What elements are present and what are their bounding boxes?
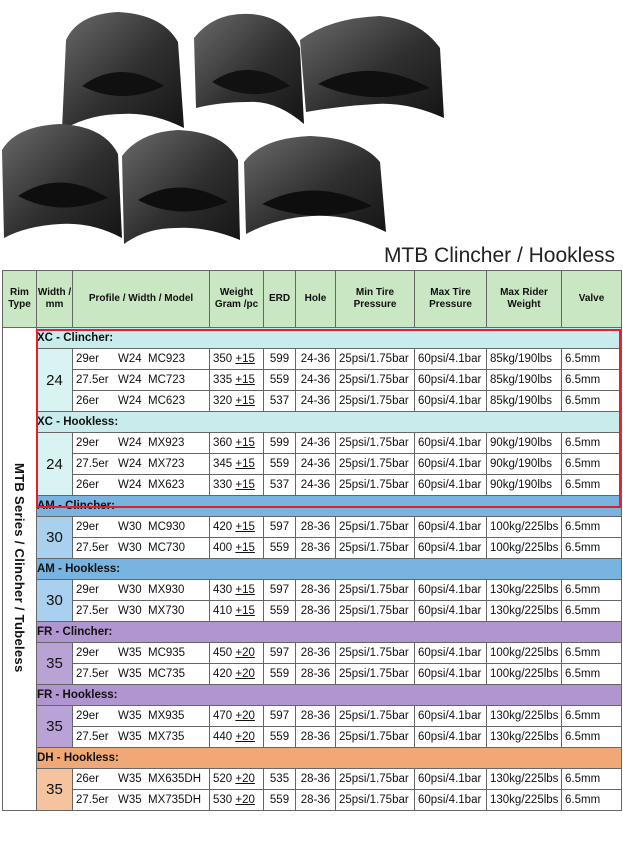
profile-model: MX735: [148, 731, 185, 743]
header-rim-type: Rim Type: [3, 271, 37, 328]
profile-model: MC930: [148, 521, 186, 533]
weight-cell: [210, 370, 264, 391]
profile-w: W35: [118, 794, 142, 806]
weight-value: 320: [213, 395, 233, 407]
profile-w: W24: [118, 479, 142, 491]
valve-cell: 6.5mm: [562, 706, 622, 727]
weight-value: 470: [213, 710, 233, 722]
min-pressure-cell: 25psi/1.75bar: [336, 517, 415, 538]
profile-cell: [73, 727, 210, 748]
profile-size: 27.5er: [76, 605, 109, 617]
table-header: [3, 271, 622, 328]
header-valve: Valve: [562, 271, 622, 328]
weight-cell: [210, 601, 264, 622]
weight-cell: [210, 769, 264, 790]
max-pressure-cell: 60psi/4.1bar: [415, 538, 487, 559]
width-cell: 24: [37, 433, 73, 496]
page-title: MTB Clincher / Hookless: [383, 244, 615, 267]
table-row: [3, 643, 622, 664]
weight-value: 335: [213, 374, 233, 386]
rim-section-4: [2, 124, 122, 238]
min-pressure-cell: 25psi/1.75bar: [336, 370, 415, 391]
profile-w: W35: [118, 773, 142, 785]
erd-cell: 559: [264, 601, 296, 622]
weight-tolerance: +15: [235, 605, 255, 617]
weight-tolerance: +15: [235, 584, 255, 596]
max-pressure-cell: 60psi/4.1bar: [415, 370, 487, 391]
table-body: [3, 328, 622, 811]
width-cell: 35: [37, 769, 73, 811]
weight-cell: [210, 538, 264, 559]
table-row: [3, 517, 622, 538]
profile-model: MX730: [148, 605, 185, 617]
section-header-am: [3, 496, 622, 517]
erd-cell: 559: [264, 664, 296, 685]
max-rider-cell: 130kg/225lbs: [487, 706, 562, 727]
section-header-xc: [3, 328, 622, 349]
min-pressure-cell: 25psi/1.75bar: [336, 580, 415, 601]
max-pressure-cell: 60psi/4.1bar: [415, 475, 487, 496]
profile-size: 29er: [76, 647, 100, 659]
section-header-fr: [3, 622, 622, 643]
profile-w: W35: [118, 710, 142, 722]
profile-model: MC730: [148, 542, 186, 554]
weight-cell: [210, 790, 264, 811]
valve-cell: 6.5mm: [562, 643, 622, 664]
weight-value: 440: [213, 731, 233, 743]
weight-cell: [210, 454, 264, 475]
section-label: AM - Clincher:: [37, 496, 622, 517]
profile-model: MC935: [148, 647, 186, 659]
valve-cell: 6.5mm: [562, 580, 622, 601]
header-min-tire-pressure: Min Tire Pressure: [336, 271, 415, 328]
hole-cell: 28-36: [296, 580, 336, 601]
section-label: XC - Hookless:: [37, 412, 622, 433]
profile-cell: [73, 706, 210, 727]
weight-value: 400: [213, 542, 233, 554]
max-rider-cell: 100kg/225lbs: [487, 517, 562, 538]
profile-model: MX923: [148, 437, 185, 449]
width-cell: 35: [37, 643, 73, 685]
section-label: FR - Clincher:: [37, 622, 622, 643]
max-rider-cell: 130kg/225lbs: [487, 769, 562, 790]
min-pressure-cell: 25psi/1.75bar: [336, 727, 415, 748]
profile-cell: [73, 475, 210, 496]
min-pressure-cell: 25psi/1.75bar: [336, 475, 415, 496]
erd-cell: 597: [264, 517, 296, 538]
weight-tolerance: +20: [235, 647, 255, 659]
valve-cell: 6.5mm: [562, 475, 622, 496]
valve-cell: 6.5mm: [562, 349, 622, 370]
weight-cell: [210, 391, 264, 412]
table-row: [3, 454, 622, 475]
section-header-xc: [3, 412, 622, 433]
profile-size: 27.5er: [76, 374, 109, 386]
table-row: [3, 769, 622, 790]
min-pressure-cell: 25psi/1.75bar: [336, 601, 415, 622]
table-row: [3, 538, 622, 559]
hole-cell: 28-36: [296, 601, 336, 622]
max-rider-cell: 100kg/225lbs: [487, 664, 562, 685]
profile-w: W30: [118, 521, 142, 533]
section-header-fr: [3, 685, 622, 706]
profile-cell: [73, 370, 210, 391]
profile-size: 29er: [76, 437, 100, 449]
width-cell: 30: [37, 580, 73, 622]
hole-cell: 28-36: [296, 664, 336, 685]
erd-cell: 535: [264, 769, 296, 790]
profile-size: 29er: [76, 521, 100, 533]
weight-cell: [210, 643, 264, 664]
min-pressure-cell: 25psi/1.75bar: [336, 706, 415, 727]
profile-w: W35: [118, 647, 142, 659]
table-row: [3, 349, 622, 370]
profile-cell: [73, 391, 210, 412]
rim-section-3: [300, 16, 444, 118]
weight-cell: [210, 475, 264, 496]
hole-cell: 28-36: [296, 769, 336, 790]
weight-cell: [210, 727, 264, 748]
section-label: DH - Hookless:: [37, 748, 622, 769]
weight-value: 430: [213, 584, 233, 596]
valve-cell: 6.5mm: [562, 433, 622, 454]
max-rider-cell: 85kg/190lbs: [487, 349, 562, 370]
profile-model: MX935: [148, 710, 185, 722]
weight-cell: [210, 706, 264, 727]
hole-cell: 24-36: [296, 475, 336, 496]
weight-cell: [210, 580, 264, 601]
profile-size: 29er: [76, 710, 100, 722]
section-label: AM - Hookless:: [37, 559, 622, 580]
hole-cell: 28-36: [296, 517, 336, 538]
max-pressure-cell: 60psi/4.1bar: [415, 643, 487, 664]
min-pressure-cell: 25psi/1.75bar: [336, 349, 415, 370]
min-pressure-cell: 25psi/1.75bar: [336, 391, 415, 412]
profile-model: MC623: [148, 395, 186, 407]
width-cell: 30: [37, 517, 73, 559]
hole-cell: 28-36: [296, 538, 336, 559]
hole-cell: 28-36: [296, 643, 336, 664]
min-pressure-cell: 25psi/1.75bar: [336, 454, 415, 475]
valve-cell: 6.5mm: [562, 391, 622, 412]
rim-section-1: [62, 12, 184, 130]
profile-w: W24: [118, 353, 142, 365]
profile-w: W30: [118, 542, 142, 554]
erd-cell: 597: [264, 580, 296, 601]
profile-cell: [73, 790, 210, 811]
weight-value: 420: [213, 521, 233, 533]
profile-size: 27.5er: [76, 668, 109, 680]
series-side-label: [3, 328, 37, 811]
max-pressure-cell: 60psi/4.1bar: [415, 454, 487, 475]
max-rider-cell: 100kg/225lbs: [487, 643, 562, 664]
table-row: [3, 475, 622, 496]
profile-model: MX723: [148, 458, 185, 470]
profile-w: W35: [118, 668, 142, 680]
spec-table: [2, 270, 622, 811]
max-rider-cell: 130kg/225lbs: [487, 601, 562, 622]
hole-cell: 24-36: [296, 391, 336, 412]
erd-cell: 599: [264, 433, 296, 454]
weight-tolerance: +15: [235, 479, 255, 491]
erd-cell: 537: [264, 475, 296, 496]
max-pressure-cell: 60psi/4.1bar: [415, 580, 487, 601]
max-rider-cell: 90kg/190lbs: [487, 475, 562, 496]
header-profile: Profile / Width / Model: [73, 271, 210, 328]
erd-cell: 559: [264, 790, 296, 811]
weight-tolerance: +15: [235, 437, 255, 449]
min-pressure-cell: 25psi/1.75bar: [336, 664, 415, 685]
section-label: FR - Hookless:: [37, 685, 622, 706]
max-pressure-cell: 60psi/4.1bar: [415, 706, 487, 727]
profile-model: MC735: [148, 668, 186, 680]
erd-cell: 559: [264, 727, 296, 748]
weight-value: 330: [213, 479, 233, 491]
header-hole: Hole: [296, 271, 336, 328]
rim-section-5: [122, 130, 240, 244]
valve-cell: 6.5mm: [562, 454, 622, 475]
weight-tolerance: +15: [235, 353, 255, 365]
table-row: [3, 370, 622, 391]
profile-model: MX735DH: [148, 794, 202, 806]
table-row: [3, 664, 622, 685]
valve-cell: 6.5mm: [562, 790, 622, 811]
max-rider-cell: 85kg/190lbs: [487, 370, 562, 391]
hole-cell: 24-36: [296, 433, 336, 454]
valve-cell: 6.5mm: [562, 727, 622, 748]
profile-model: MX635DH: [148, 773, 202, 785]
weight-value: 530: [213, 794, 233, 806]
min-pressure-cell: 25psi/1.75bar: [336, 538, 415, 559]
profile-size: 27.5er: [76, 542, 109, 554]
hole-cell: 28-36: [296, 727, 336, 748]
max-pressure-cell: 60psi/4.1bar: [415, 391, 487, 412]
weight-value: 360: [213, 437, 233, 449]
weight-tolerance: +20: [235, 668, 255, 680]
max-pressure-cell: 60psi/4.1bar: [415, 349, 487, 370]
profile-size: 27.5er: [76, 458, 109, 470]
max-pressure-cell: 60psi/4.1bar: [415, 790, 487, 811]
width-cell: 35: [37, 706, 73, 748]
max-pressure-cell: 60psi/4.1bar: [415, 727, 487, 748]
max-pressure-cell: 60psi/4.1bar: [415, 433, 487, 454]
rim-profiles-photo: [0, 0, 623, 270]
profile-cell: [73, 538, 210, 559]
valve-cell: 6.5mm: [562, 370, 622, 391]
table-row: [3, 790, 622, 811]
max-rider-cell: 130kg/225lbs: [487, 727, 562, 748]
max-rider-cell: 100kg/225lbs: [487, 538, 562, 559]
table-row: [3, 706, 622, 727]
valve-cell: 6.5mm: [562, 601, 622, 622]
profile-cell: [73, 769, 210, 790]
section-header-dh: [3, 748, 622, 769]
weight-value: 350: [213, 353, 233, 365]
profile-cell: [73, 601, 210, 622]
width-cell: 24: [37, 349, 73, 412]
profile-w: W35: [118, 731, 142, 743]
profile-w: W24: [118, 395, 142, 407]
weight-cell: [210, 664, 264, 685]
profile-size: 29er: [76, 353, 100, 365]
erd-cell: 559: [264, 538, 296, 559]
series-side-label-text: MTB Series / Clincher / Tubeless: [12, 462, 27, 673]
header-erd: ERD: [264, 271, 296, 328]
profile-size: 29er: [76, 584, 100, 596]
profile-model: MX623: [148, 479, 185, 491]
profile-size: 26er: [76, 773, 100, 785]
hole-cell: 24-36: [296, 370, 336, 391]
weight-tolerance: +20: [235, 773, 255, 785]
weight-value: 450: [213, 647, 233, 659]
max-rider-cell: 90kg/190lbs: [487, 454, 562, 475]
weight-cell: [210, 517, 264, 538]
profile-size: 26er: [76, 395, 100, 407]
valve-cell: 6.5mm: [562, 517, 622, 538]
profile-w: W24: [118, 437, 142, 449]
max-pressure-cell: 60psi/4.1bar: [415, 517, 487, 538]
max-pressure-cell: 60psi/4.1bar: [415, 601, 487, 622]
weight-cell: [210, 349, 264, 370]
profile-size: 27.5er: [76, 731, 109, 743]
erd-cell: 559: [264, 454, 296, 475]
profile-size: 26er: [76, 479, 100, 491]
valve-cell: 6.5mm: [562, 769, 622, 790]
profile-w: W30: [118, 605, 142, 617]
profile-model: MC723: [148, 374, 186, 386]
hole-cell: 28-36: [296, 790, 336, 811]
weight-tolerance: +15: [235, 521, 255, 533]
weight-tolerance: +15: [235, 458, 255, 470]
min-pressure-cell: 25psi/1.75bar: [336, 790, 415, 811]
table-row: [3, 433, 622, 454]
hole-cell: 24-36: [296, 454, 336, 475]
profile-w: W24: [118, 458, 142, 470]
weight-tolerance: +20: [235, 794, 255, 806]
hole-cell: 24-36: [296, 349, 336, 370]
max-pressure-cell: 60psi/4.1bar: [415, 769, 487, 790]
max-rider-cell: 85kg/190lbs: [487, 391, 562, 412]
weight-tolerance: +15: [235, 374, 255, 386]
profile-cell: [73, 454, 210, 475]
hole-cell: 28-36: [296, 706, 336, 727]
min-pressure-cell: 25psi/1.75bar: [336, 769, 415, 790]
header-width: Width / mm: [37, 271, 73, 328]
valve-cell: 6.5mm: [562, 538, 622, 559]
max-rider-cell: 90kg/190lbs: [487, 433, 562, 454]
section-header-am: [3, 559, 622, 580]
weight-tolerance: +15: [235, 395, 255, 407]
weight-tolerance: +20: [235, 710, 255, 722]
profile-w: W30: [118, 584, 142, 596]
erd-cell: 597: [264, 643, 296, 664]
max-pressure-cell: 60psi/4.1bar: [415, 664, 487, 685]
section-label: XC - Clincher:: [37, 328, 622, 349]
valve-cell: 6.5mm: [562, 664, 622, 685]
erd-cell: 559: [264, 370, 296, 391]
rim-section-6: [244, 136, 386, 234]
profile-cell: [73, 643, 210, 664]
table-row: [3, 601, 622, 622]
profile-cell: [73, 664, 210, 685]
profile-model: MX930: [148, 584, 185, 596]
profile-size: 27.5er: [76, 794, 109, 806]
weight-tolerance: +20: [235, 731, 255, 743]
erd-cell: 597: [264, 706, 296, 727]
profile-cell: [73, 349, 210, 370]
profile-w: W24: [118, 374, 142, 386]
profile-cell: [73, 433, 210, 454]
profile-cell: [73, 580, 210, 601]
weight-tolerance: +15: [235, 542, 255, 554]
min-pressure-cell: 25psi/1.75bar: [336, 643, 415, 664]
header-weight: Weight Gram /pc: [210, 271, 264, 328]
weight-value: 520: [213, 773, 233, 785]
header-max-rider-weight: Max Rider Weight: [487, 271, 562, 328]
min-pressure-cell: 25psi/1.75bar: [336, 433, 415, 454]
table-row: [3, 391, 622, 412]
max-rider-cell: 130kg/225lbs: [487, 580, 562, 601]
erd-cell: 599: [264, 349, 296, 370]
profile-model: MC923: [148, 353, 186, 365]
table-row: [3, 727, 622, 748]
weight-value: 420: [213, 668, 233, 680]
table-row: [3, 580, 622, 601]
weight-cell: [210, 433, 264, 454]
erd-cell: 537: [264, 391, 296, 412]
weight-value: 410: [213, 605, 233, 617]
rim-section-2: [194, 14, 304, 124]
weight-value: 345: [213, 458, 233, 470]
header-max-tire-pressure: Max Tire Pressure: [415, 271, 487, 328]
profile-cell: [73, 517, 210, 538]
max-rider-cell: 130kg/225lbs: [487, 790, 562, 811]
